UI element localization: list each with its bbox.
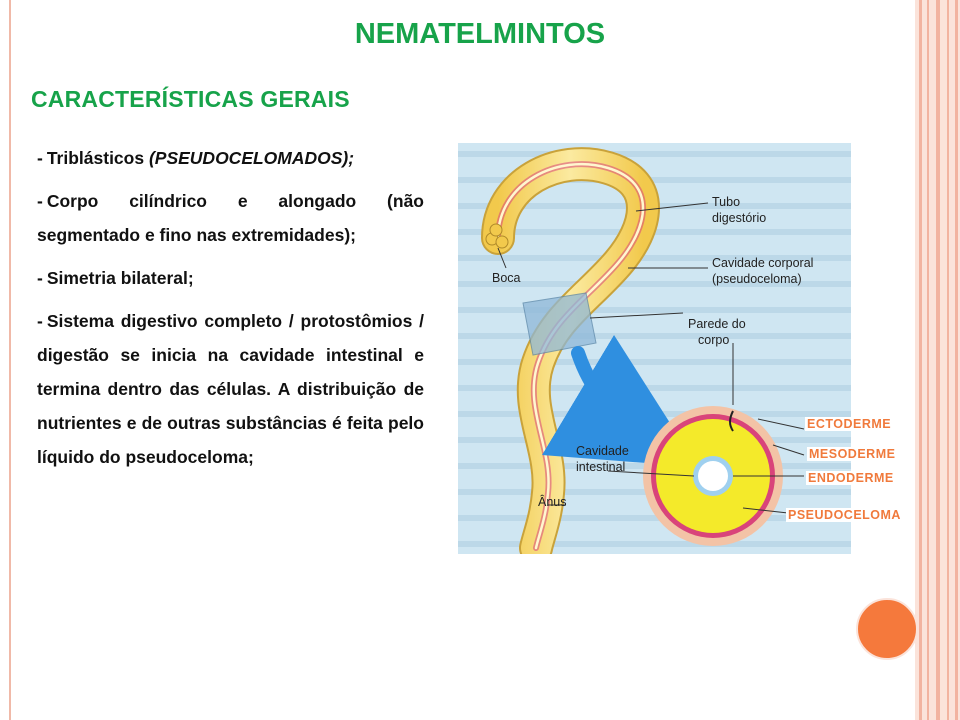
label-boca: Boca — [492, 271, 521, 285]
label-cavidade-corporal-2: (pseudoceloma) — [712, 272, 802, 286]
label-pseudoceloma: PSEUDOCELOMA — [788, 508, 901, 522]
label-cavidade-corporal-1: Cavidade corporal — [712, 256, 814, 270]
label-ectoderme: ECTODERME — [807, 417, 892, 431]
label-parede-1: Parede do — [688, 317, 746, 331]
right-decorative-stripes — [915, 0, 960, 720]
nematode-anatomy-figure — [458, 143, 851, 554]
bullet-item: - Sistema digestivo completo / protostômios / digestão se inicia na cavidade intestinal e termina dentro das células. A distribuição de nutrientes e de outras substâncias é feita pelo líquido do pseudoceloma; — [37, 311, 424, 467]
label-tubo-2: digestório — [712, 211, 767, 225]
left-border-line — [9, 0, 11, 720]
label-tubo-1: Tubo — [712, 195, 741, 209]
bullet-item: - Corpo cilíndrico e alongado (não segmentado e fino nas extremidades); — [37, 191, 424, 245]
label-mesoderme: MESODERME — [809, 447, 896, 461]
slide-title: NEMATELMINTOS — [354, 18, 606, 50]
label-cavidade-intestinal-2: intestinal — [576, 460, 626, 474]
label-parede-2: corpo — [698, 333, 730, 347]
nematode-diagram — [458, 143, 851, 554]
label-endoderme: ENDODERME — [808, 471, 894, 485]
decorative-orange-circle — [856, 598, 918, 660]
bullet-list — [37, 141, 424, 483]
slide-subtitle: CARACTERÍSTICAS GERAIS — [31, 86, 350, 112]
label-anus: Ânus — [538, 495, 567, 509]
label-cavidade-intestinal-1: Cavidade — [576, 444, 629, 458]
bullet-item: - Simetria bilateral; — [37, 268, 194, 288]
bullet-item: - Triblásticos (PSEUDOCELOMADOS); — [37, 148, 355, 168]
